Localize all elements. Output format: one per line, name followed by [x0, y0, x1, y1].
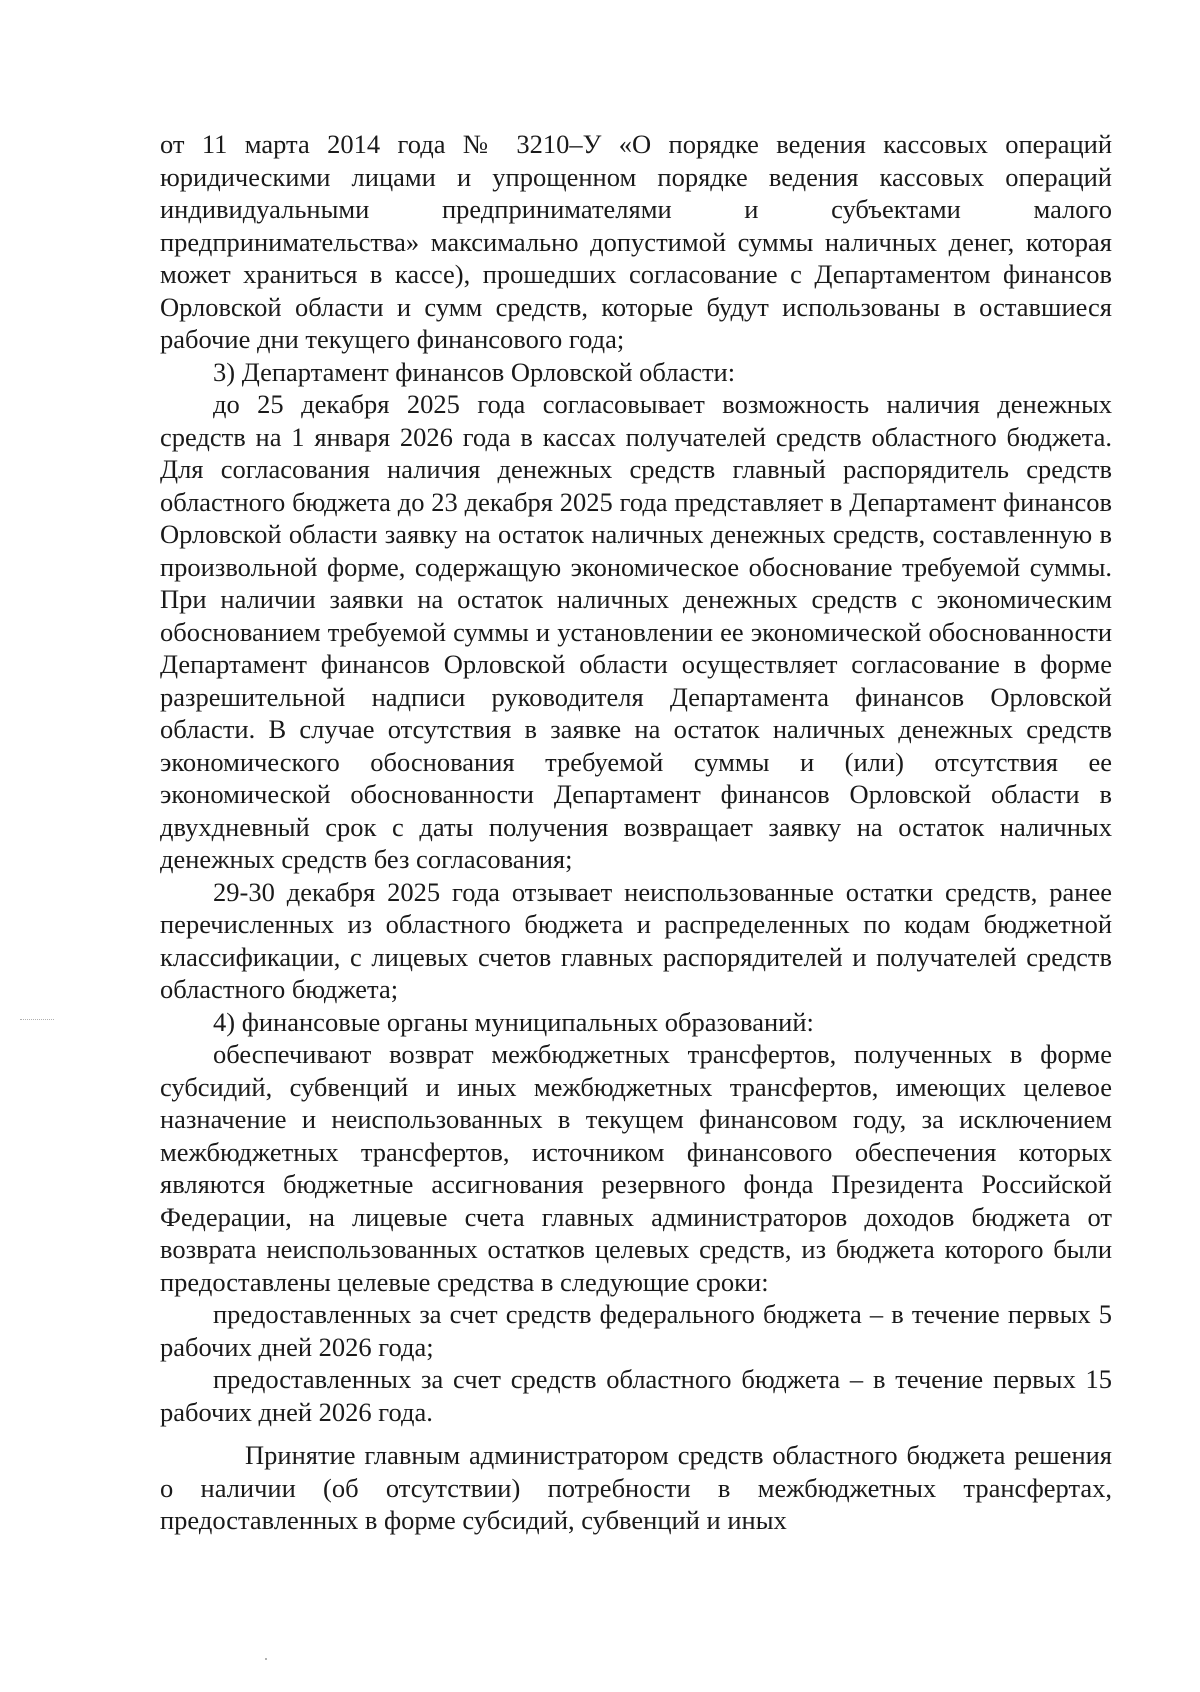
- scan-artifact-dot: [265, 1658, 267, 1660]
- paragraph-item-3-heading: 3) Департамент финансов Орловской области:: [213, 356, 736, 387]
- paragraph-funds-recall: 29-30 декабря 2025 года отзывает неиспользованные остатки средств, ранее перечисленных из областного бюджета и распределенных по кодам бюджетной классификации, с лицевых счетов главных распорядителей и получателей средств областного бюджета;: [160, 876, 1112, 1004]
- paragraph-federal-deadline: предоставленных за счет средств федерального бюджета – в течение первых 5 рабочих дней 2026 года;: [160, 1299, 1112, 1362]
- document-page: [160, 128, 1112, 1537]
- paragraph-transfers-return: обеспечивают возврат межбюджетных трансфертов, полученных в форме субсидий, субвенций и иных межбюджетных трансфертов, имеющих целевое назначение и неиспользованных в текущем финансовом году, за исключением межбюджетных трансфертов, источником финансового обеспечения которых являются бюджетные ассигнования резервного фонда Президента Российской Федерации, на лицевые счета главных администраторов доходов бюджета от возврата неиспользованных остатков целевых средств, из бюджета которого были предоставлены целевые средства в следующие сроки:: [160, 1039, 1112, 1297]
- paragraph-approval-procedure: до 25 декабря 2025 года согласовывает возможность наличия денежных средств на 1 января 2026 года в кассах получателей средств областного бюджета. Для согласования наличия денежных средств главный распорядитель средств областного бюджета до 23 декабря 2025 года представляет в Департамент финансов Орловской области заявку на остаток наличных денежных средств, составленную в произвольной форме, содержащую экономическое обоснование требуемой суммы. При наличии заявки на остаток наличных денежных средств с экономическим обоснованием требуемой суммы и установлении ее экономической обоснованности Департамент финансов Орловской области осуществляет согласование в форме разрешительной надписи руководителя Департамента финансов Орловской области. В случае отсутствия в заявке на остаток наличных денежных средств экономического обоснования требуемой суммы и (или) отсутствия ее экономической обоснованности Департамент финансов Орловской области в двухдневный срок с даты получения возвращает заявку на остаток наличных денежных средств без согласования;: [160, 389, 1112, 874]
- scan-artifact-line: [20, 1019, 54, 1020]
- paragraph-continuation: от 11 марта 2014 года № 3210–У «О порядке ведения кассовых операций юридическими лицами и упрощенном порядке ведения кассовых операций индивидуальными предпринимателями и субъектами малого предпринимательства» максимально допустимой суммы наличных денег, которая может храниться в кассе), прошедших согласование с Департаментом финансов Орловской области и сумм средств, которые будут использованы в оставшиеся рабочие дни текущего финансового года;: [160, 129, 1112, 354]
- paragraph-regional-deadline: предоставленных за счет средств областного бюджета – в течение первых 15 рабочих дней 2026 года.: [160, 1364, 1112, 1427]
- paragraph-administrator-decision: Принятие главным администратором средств областного бюджета решения о наличии (об отсутствии) потребности в межбюджетных трансфертах, предоставленных в форме субсидий, субвенций и иных: [160, 1440, 1112, 1535]
- paragraph-item-4-heading: 4) финансовые органы муниципальных образований:: [213, 1006, 814, 1037]
